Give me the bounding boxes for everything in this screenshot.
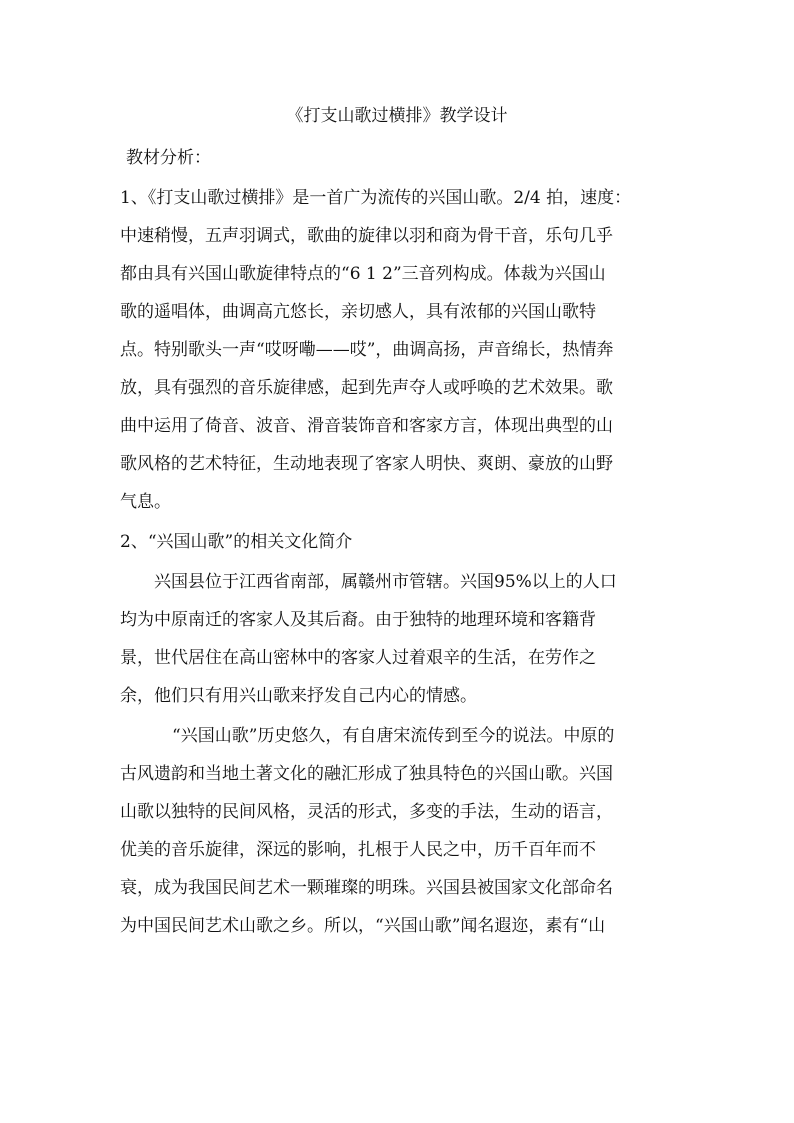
paragraph-line: 歌的遥唱体，曲调高亢悠长，亲切感人，具有浓郁的兴国山歌特: [120, 302, 596, 322]
paragraph-line: 气息。: [120, 492, 171, 512]
paragraph-line: 点。特别歌头一声“哎呀嘞——哎”，曲调高扬，声音绵长，热情奔: [120, 340, 614, 360]
paragraph-line: 余，他们只有用兴山歌来抒发自己内心的情感。: [120, 686, 477, 706]
paragraph-line: 都由具有兴国山歌旋律特点的“6 1 2”三音列构成。体裁为兴国山: [120, 264, 606, 284]
paragraph-line: “兴国山歌”历史悠久，有自唐宋流传到至今的说法。中原的: [172, 726, 615, 746]
paragraph-line: 优美的音乐旋律，深远的影响，扎根于人民之中，历千百年而不: [120, 840, 596, 860]
paragraph-line: 放，具有强烈的音乐旋律感，起到先声夺人或呼唤的艺术效果。歌: [120, 378, 613, 398]
paragraph-line: 为中国民间艺术山歌之乡。所以，“兴国山歌”闻名遐迩，素有“山: [120, 916, 606, 936]
paragraph-line: 古风遗韵和当地土著文化的融汇形成了独具特色的兴国山歌。兴国: [120, 764, 613, 784]
paragraph-line: 歌风格的艺术特征，生动地表现了客家人明快、爽朗、豪放的山野: [120, 454, 613, 474]
paragraph-line: 兴国县位于江西省南部，属赣州市管辖。兴国95%以上的人口: [154, 572, 617, 592]
document-title: 《打支山歌过横排》教学设计: [286, 106, 508, 126]
section-heading-culture: 2、“兴国山歌”的相关文化简介: [120, 532, 353, 552]
paragraph-line: 1、《打支山歌过横排》是一首广为流传的兴国山歌。2/4 拍，速度：: [120, 188, 632, 208]
paragraph-line: 中速稍慢，五声羽调式，歌曲的旋律以羽和商为骨干音，乐句几乎: [120, 226, 613, 246]
paragraph-line: 山歌以独特的民间风格，灵活的形式，多变的手法，生动的语言，: [120, 802, 613, 822]
paragraph-line: 衰，成为我国民间艺术一颗璀璨的明珠。兴国县被国家文化部命名: [120, 878, 613, 898]
paragraph-line: 均为中原南迁的客家人及其后裔。由于独特的地理环境和客籍背: [120, 610, 596, 630]
section-heading-textbook-analysis: 教材分析：: [126, 148, 211, 168]
paragraph-line: 曲中运用了倚音、波音、滑音装饰音和客家方言，体现出典型的山: [120, 416, 613, 436]
paragraph-line: 景，世代居住在高山密林中的客家人过着艰辛的生活，在劳作之: [120, 648, 596, 668]
